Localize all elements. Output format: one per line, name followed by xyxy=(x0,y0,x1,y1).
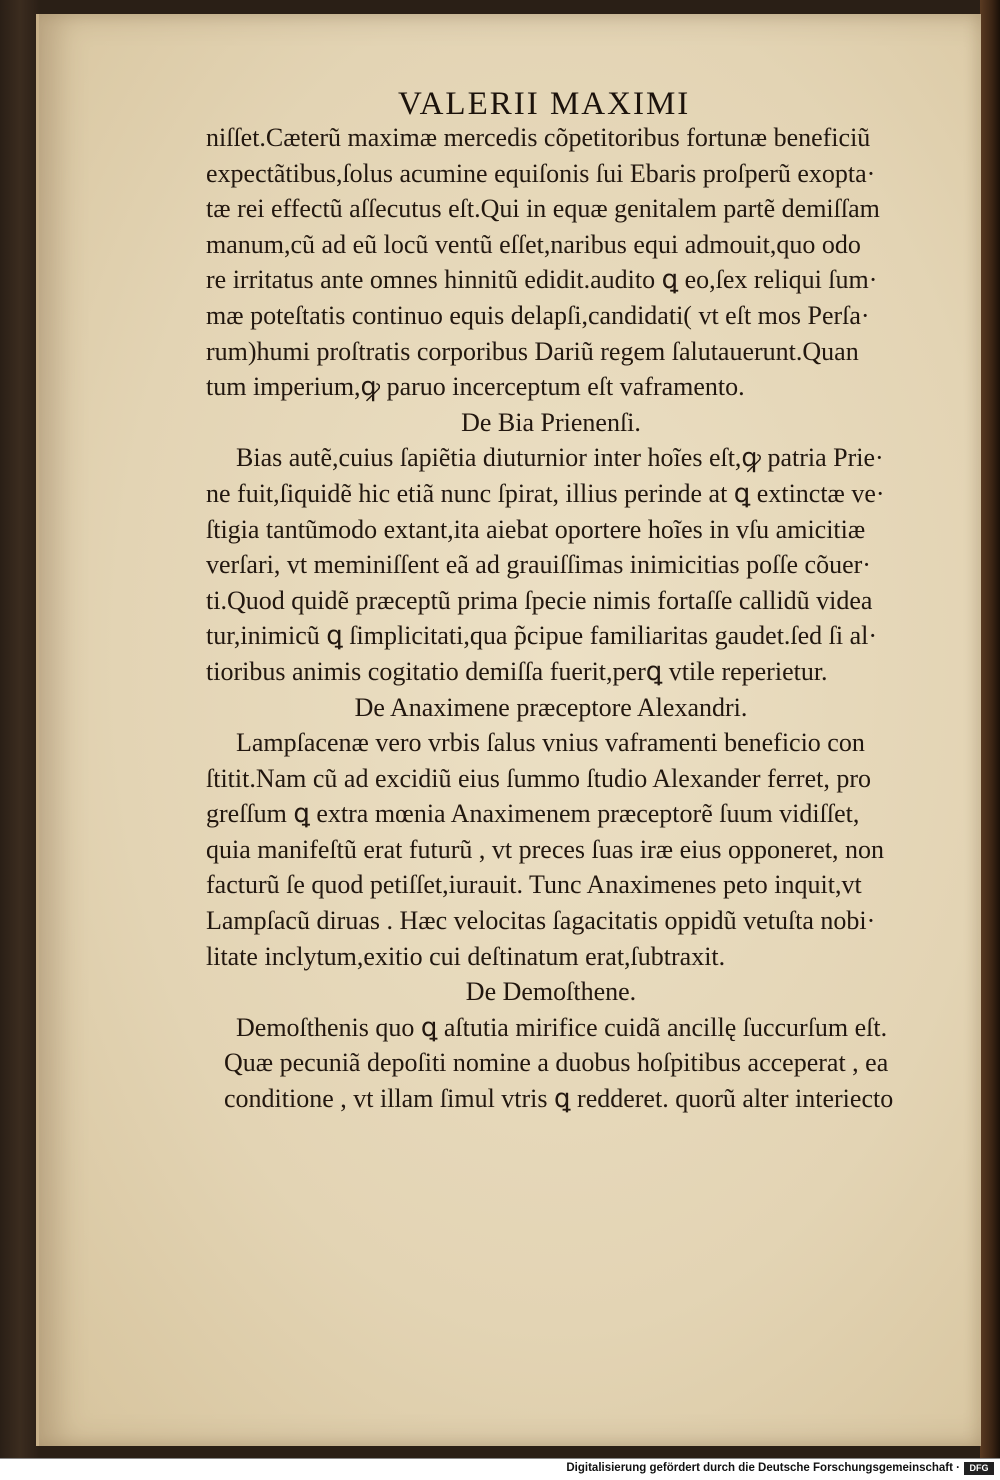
text-line: Quæ pecuniã depoſiti nomine a duobus hoſpitibus acceperat , ea xyxy=(224,1048,889,1078)
text-line: manum,cũ ad eũ locũ ventũ eſſet,naribus equi admouit,quo odo xyxy=(206,229,861,259)
text-line: verſari, vt meminiſſent eã ad grauiſſimas inimicitias poſſe cõuer· xyxy=(206,550,871,580)
text-line: niſſet.Cæterũ maximæ mercedis cõpetitoribus fortunæ beneficiũ xyxy=(206,123,871,152)
text-line: re irritatus ante omnes hinnitũ edidit.audito ꝗ eo,ſex reliqui ſum· xyxy=(206,265,878,295)
text-line: ſtitit.Nam cũ ad excidiũ eius ſummo ſtudio Alexander ferret, pro xyxy=(206,763,871,793)
text-line: litate inclytum,exitio cui deſtinatum erat,ſubtraxit. xyxy=(206,941,726,971)
text-line: Demoſthenis quo ꝗ aſtutia mirifice cuidã ancillę ſuccurſum eſt. xyxy=(236,1012,888,1042)
text-line: ſtigia tantũmodo extant,ita aiebat oportere hoĩes in vſu amicitiæ xyxy=(206,514,866,544)
running-header: VALERII MAXIMI xyxy=(398,86,691,122)
section-heading: De Anaximene præceptore Alexandri. xyxy=(354,692,748,722)
text-line: rum)humi proſtratis corporibus Dariũ regem ſalutauerunt.Quan xyxy=(206,336,859,366)
dfg-logo: DFG xyxy=(964,1462,994,1475)
book-edge xyxy=(980,0,1000,1458)
footer-bar xyxy=(0,1458,1000,1480)
text-line: tioribus animis cogitatio demiſſa fuerit,perꝗ vtile reperietur. xyxy=(206,656,828,686)
funding-notice: Digitalisierung gefördert durch die Deutsche Forschungsgemeinschaft · xyxy=(566,1462,960,1474)
text-line: tur,inimicũ ꝗ ſimplicitati,qua p̃cipue familiaritas gaudet.ſed ſi al· xyxy=(206,621,878,651)
text-line: mæ poteſtatis continuo equis delapſi,candidati( vt eſt mos Perſa· xyxy=(206,300,870,330)
text-line: tæ rei effectũ aſſecutus eſt.Qui in equæ genitalem partẽ demiſſam xyxy=(206,194,880,224)
text-line: expectãtibus,ſolus acumine equiſonis ſui Ebaris proſperũ exopta· xyxy=(206,158,876,188)
section-heading: De Demoſthene. xyxy=(465,977,637,1007)
text-line: ne fuit,ſiquidẽ hic etiã nunc ſpirat, illius perinde at ꝗ extinctæ ve· xyxy=(206,478,885,508)
text-line: Bias autẽ,cuius ſapiẽtia diuturnior inter hoĩes eſt,ꝙ patria Prie· xyxy=(236,443,884,473)
text-line: tum imperium,ꝙ paruo incerceptum eſt vaframento. xyxy=(206,372,745,402)
text-line: quia manifeſtũ erat futurũ , vt preces ſuas iræ eius opponeret, non xyxy=(206,834,884,864)
body-text xyxy=(206,120,946,1117)
text-line: Lampſacũ diruas . Hæc velocitas ſagacitatis oppidũ vetuſta nobi· xyxy=(206,906,876,936)
text-line: conditione , vt illam ſimul vtris ꝗ redderet. quorũ alter interiecto xyxy=(224,1084,894,1114)
section-heading: De Bia Prienenſi. xyxy=(461,407,641,437)
text-line: facturũ ſe quod petiſſet,iurauit. Tunc Anaximenes peto inquit,vt xyxy=(206,870,862,900)
text-line: greſſum ꝗ extra mœnia Anaximenem præceptorẽ ſuum vidiſſet, xyxy=(206,799,860,829)
text-line: ti.Quod quidẽ præceptũ prima ſpecie nimis fortaſſe callidũ videa xyxy=(206,585,873,615)
text-line: Lampſacenæ vero vrbis ſalus vnius vaframenti beneficio con xyxy=(236,728,865,758)
